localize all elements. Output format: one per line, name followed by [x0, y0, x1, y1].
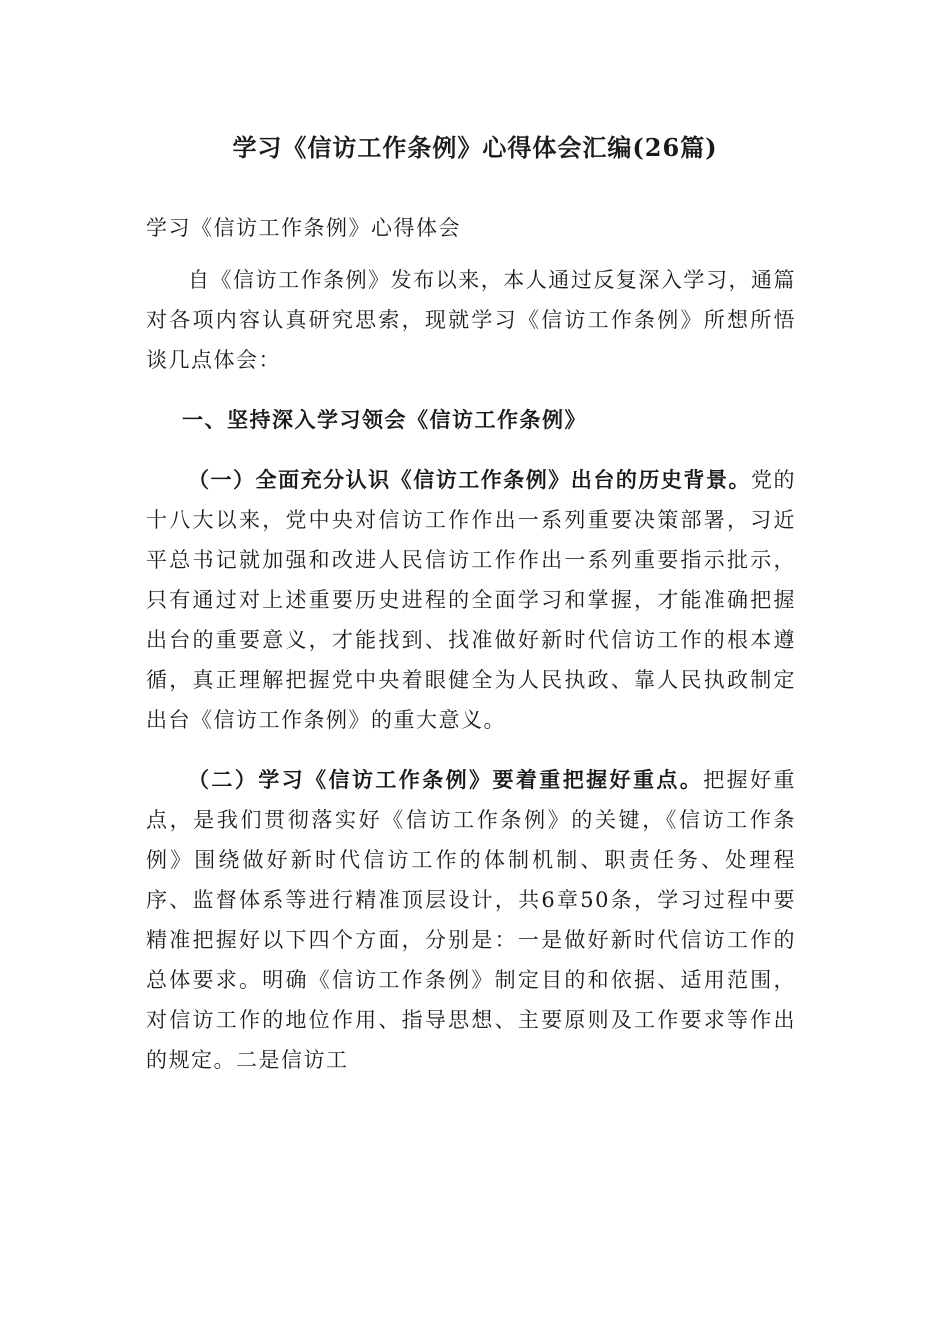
- paragraph-1-lead: （一）全面充分认识《信访工作条例》出台的历史背景。: [188, 467, 751, 492]
- intro-paragraph: 自《信访工作条例》发布以来，本人通过反复深入学习，通篇对各项内容认真研究思索，现就学习《信访工作条例》所想所悟谈几点体会：: [146, 268, 796, 372]
- paragraph-1: [146, 460, 796, 740]
- document-body: [146, 208, 796, 1080]
- paragraph-2-body: 把握好重点，是我们贯彻落实好《信访工作条例》的关键，《信访工作条例》围绕做好新时代信访工作的体制机制、职责任务、处理程序、监督体系等进行精准顶层设计，共6章50条，学习过程中要精准把握好以下四个方面，分别是：一是做好新时代信访工作的总体要求。明确《信访工作条例》制定目的和依据、适用范围，对信访工作的地位作用、指导思想、主要原则及工作要求等作出的规定。二是信访工: [146, 768, 797, 1072]
- paragraph-2: [146, 760, 796, 1080]
- document-subtitle: 学习《信访工作条例》心得体会: [146, 216, 461, 240]
- paragraph-1-body: 党的十八大以来，党中央对信访工作作出一系列重要决策部署，习近平总书记就加强和改进人民信访工作作出一系列重要指示批示，只有通过对上述重要历史进程的全面学习和掌握，才能准确把握出台的重要意义，才能找到、找准做好新时代信访工作的根本遵循，真正理解把握党中央着眼健全为人民执政、靠人民执政制定出台《信访工作条例》的重大意义。: [146, 468, 797, 732]
- document-title: 学习《信访工作条例》心得体会汇编(26篇): [232, 133, 718, 162]
- paragraph-2-lead: （二）学习《信访工作条例》要着重把握好重点。: [188, 767, 704, 792]
- section-heading-1: 一、坚持深入学习领会《信访工作条例》: [182, 407, 587, 432]
